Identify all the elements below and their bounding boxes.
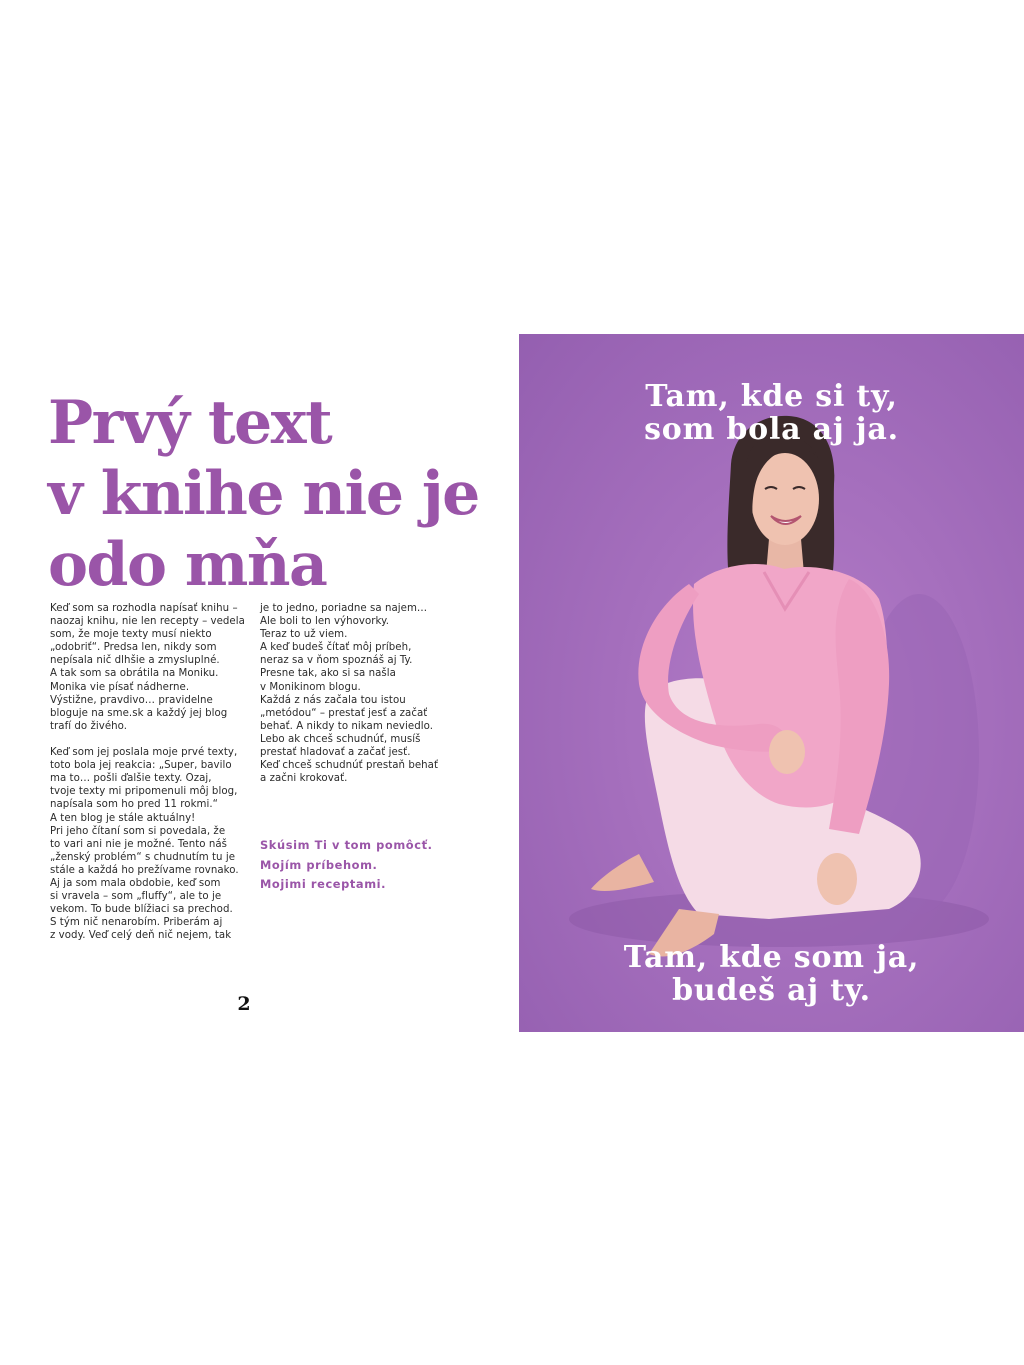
text-line: a začni krokovať. [260,773,348,785]
text-line: S tým nič nenarobím. Priberám aj [50,917,223,929]
highlight-callout [260,836,490,895]
text-line: behať. A nikdy to nikam neviedlo. [260,720,434,732]
quote-line: budeš aj ty. [672,973,871,1008]
text-line: to vari ani nie je možné. Tento náš [50,838,228,850]
portrait-photo [519,334,1024,1032]
callout-line: Mojimi receptami. [260,877,387,891]
text-line: si vravela – som „fluffy“, ale to je [50,891,222,903]
text-column-left [50,602,250,942]
text-line: „metódou“ – prestať jesť a začať [260,707,428,719]
text-line: ma to… pošli ďalšie texty. Ozaj, [50,773,212,785]
text-line: stále a každá ho prežívame rovnako. [50,864,239,876]
quote-bottom [519,941,1024,1007]
hand-right-icon [817,853,857,905]
body-paragraph [260,602,460,785]
callout-line: Skúsim Ti v tom pomôcť. [260,838,433,852]
page-number: 2 [237,993,251,1015]
text-line: „odobriť“. Predsa len, nikdy som [50,642,217,654]
text-line: napísala som ho pred 11 rokmi.“ [50,799,219,811]
headline-line: Prvý text [48,388,332,458]
text-line: Lebo ak chceš schudnúť, musíš [260,733,421,745]
text-line: prestať hladovať a začať jesť. [260,747,411,759]
headline-line: v knihe nie je [48,459,479,529]
text-line: bloguje na sme.sk a každý jej blog [50,707,228,719]
text-line: nepísala nič dlhšie a zmysluplné. [50,655,220,667]
text-line: Keď som sa rozhodla napísať knihu – [50,603,238,614]
chapter-headline [48,388,488,601]
text-line: tvoje texty mi pripomenuli môj blog, [50,786,238,798]
hand-left-icon [769,730,805,774]
text-line: vekom. To bude blížiaci sa prechod. [50,904,233,916]
text-line: neraz sa v ňom spoznáš aj Ty. [260,655,413,667]
text-line: som, že moje texty musí niekto [50,629,212,641]
text-line: v Monikinom blogu. [260,681,361,693]
text-line: Aj ja som mala obdobie, keď som [50,877,221,889]
text-line: A keď budeš čítať môj príbeh, [260,642,412,654]
text-line: A ten blog je stále aktuálny! [50,812,196,824]
text-line: Výstižne, pravdivo… pravidelne [50,694,213,706]
callout-line: Mojím príbehom. [260,857,378,872]
text-line: z vody. Veď celý deň nič nejem, tak [50,930,232,942]
text-line: Keď chceš schudnúť prestaň behať [260,760,439,772]
text-line: Keď som jej poslala moje prvé texty, [50,747,238,759]
text-line: Ale boli to len výhovorky. [260,616,390,628]
quote-line: som bola aj ja. [644,412,899,447]
text-line: Presne tak, ako si sa našla [260,668,396,680]
body-paragraph [50,602,250,733]
text-line: „ženský problém“ s chudnutím tu je [50,851,236,863]
text-line: Každá z nás začala tou istou [260,694,406,706]
quote-line: Tam, kde si ty, [645,379,898,414]
text-line: Monika vie písať nádherne. [50,681,190,693]
quote-line: Tam, kde som ja, [623,940,920,975]
text-column-right [260,602,460,785]
text-line: A tak som sa obrátila na Moniku. [50,668,219,680]
text-line: je to jedno, poriadne sa najem… [260,603,428,614]
text-line: trafí do živého. [50,720,128,732]
text-line: naozaj knihu, nie len recepty – vedela [50,616,245,628]
text-line: Pri jeho čítaní som si povedala, že [50,825,226,837]
paragraph-gap [50,733,250,746]
headline-line: odo mňa [48,530,327,600]
body-paragraph [50,746,250,942]
text-line: Teraz to už viem. [260,629,348,641]
quote-top [519,380,1024,446]
foot-left-icon [591,854,654,891]
text-line: toto bola jej reakcia: „Super, bavilo [50,760,232,772]
